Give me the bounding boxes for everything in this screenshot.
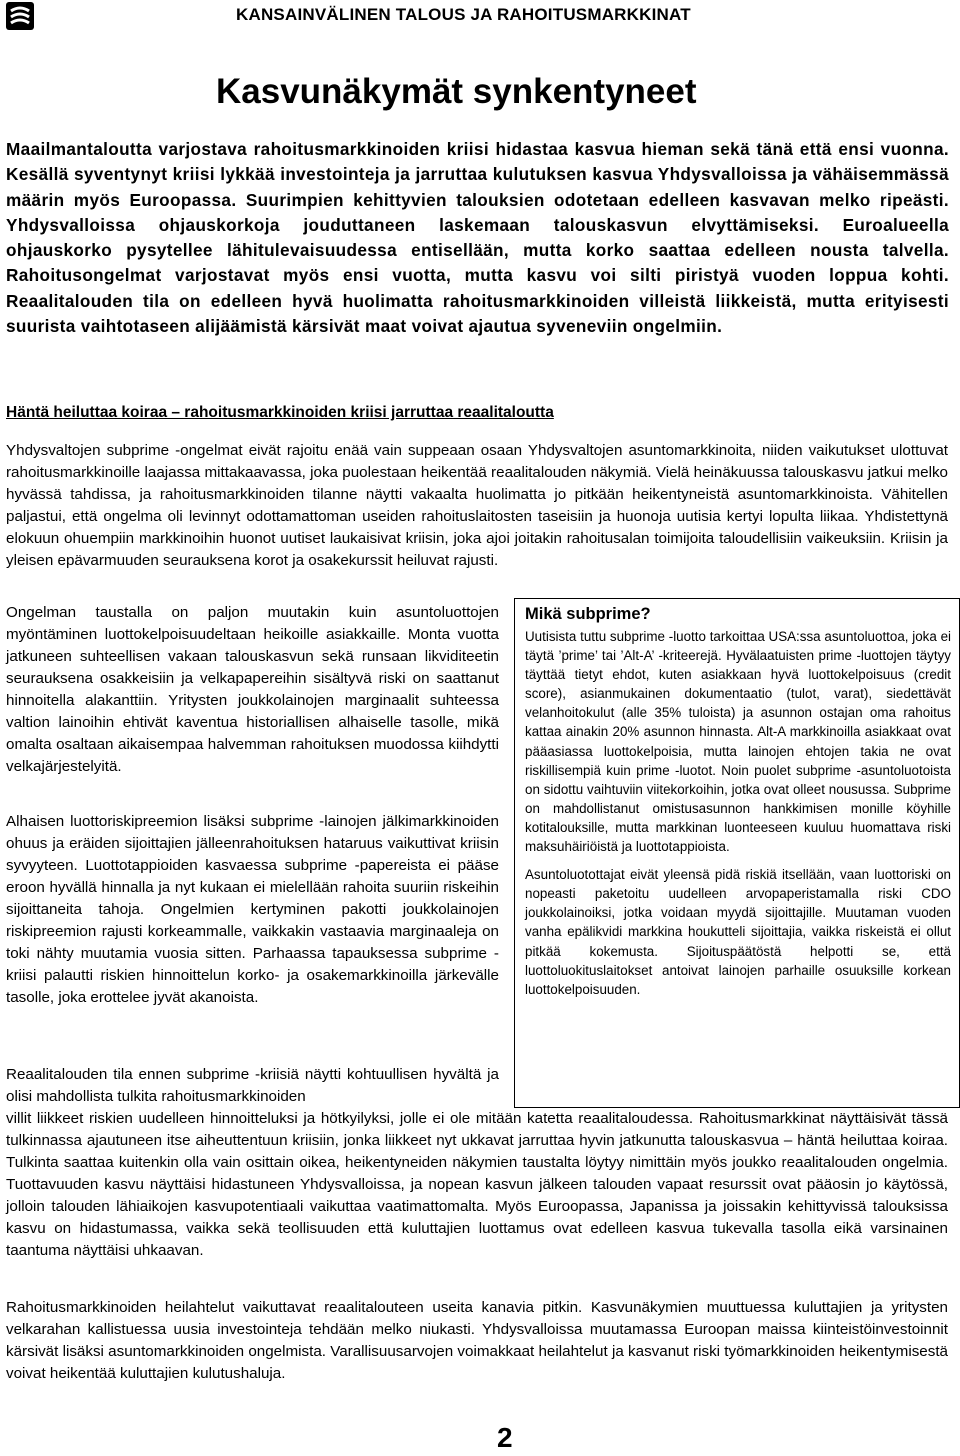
- abstract: Maailmantaloutta varjostava rahoitusmarkkinoiden kriisi hidastaa kasvua hieman sekä tänä että ensi vuonna. Kesällä syventynyt kriisi lykkää investointeja ja jarruttaa kulutuksen kasvua Yhdysvalloissa ja vähäisemmässä määrin myös Euroopassa. Suurimpien kehittyvien talouksien odotetaan edelleen kasvavan melko ripeästi. Yhdysvalloissa ohjauskorkoja jouduttaneen laskemaan talouskasvun elvyttämiseksi. Euroalueella ohjauskorko pysytellee lähitulevaisuudessa entisellään, mutta korko saattaa edelleen nousta talvella. Rahoitusongelmat varjostavat myös ensi vuotta, mutta kasvu voi silti piristyä vuoden loppua kohti. Reaalitalouden tila on edelleen hyvä huolimatta rahoitusmarkkinoiden villeistä liikkeistä, mutta erityisesti suurista vaihtotaseen alijäämistä kärsivät maat voivat ajautua syveneviin ongelmiin.: [6, 139, 949, 337]
- bank-of-finland-logo-icon: [6, 2, 34, 30]
- article-title: Kasvunäkymät synkentyneet: [216, 72, 697, 111]
- info-box-paragraph-2: Asuntoluotottajat eivät yleensä pidä riskiä itsellään, vaan luottoriski on nopeasti paketoitu uudelleen arvopaperistamalla riski CDO joukkolainoiksi, jotka voidaan myydä sijoittajille. Muutaman vuoden vanha epälikvidi markkina houkutteli sijoittajia, vaikka riskeistä ei ollut pitkää kokemusta. Sijoituspäätöstä helpotti se, että luottoluokituslaitokset antoivat lainojen parhaille osuuksille korkean luottokelpoisuuden.: [525, 867, 951, 997]
- body-paragraph-2: Ongelman taustalla on paljon muutakin kuin asuntoluottojen myöntäminen luottokelpoisuudeltaan heikoille asiakkaille. Monta vuotta jatkuneen suhteellisen vakaan talouskasvun sekä runsaan likviditeetin seurauksena osakkeisiin ja velkapapereihin sisältyvä riski on saattanut hinnoitella alakanttiin. Yritysten joukkolainojen marginaalit suhteessa valtion lainoihin ehtivät kaventua historiallisen alhaiselle tasolle, mikä omalta osaltaan aikaisempaa halvemman rahoituksen muodossa kiihdytti velkajärjestelyitä.: [6, 604, 499, 775]
- body-paragraph-3: Alhaisen luottoriskipreemion lisäksi subprime -lainojen jälkimarkkinoiden ohuus ja eräiden sijoittajien jälleenrahoituksen hataruus vaikuttivat kriisin syvyyteen. Luottotappioiden kasvaessa subprime -papereista ei pääse eroon hyvällä hinnalla ja nyt kukaan ei mielellään rahoita suuriin riskeihin sijoittaneita tahoja. Ongelmien kertyminen pakotti joukkolainojen riskipreemion rajusti korkeammalle, vaikkakin vastaavia marginaaleja on toki nähty muutamia vuosia sitten. Parhaassa tapauksessa subprime -kriisi palautti riskien hinnoittelun korko- ja osakemarkkinoilla järkevälle tasolle, joka erottelee jyvät akanoista.: [6, 813, 499, 1006]
- body-paragraph-1: Yhdysvaltojen subprime -ongelmat eivät rajoitu enää vain suppeaan osaan Yhdysvaltojen asuntomarkkinoita, niiden vaikutukset ulottuvat rahoitusmarkkinoille laajassa mittakaavassa, joka puolestaan heikentää reaalitalouden näkymiä. Vielä heinäkuussa talouskasvu jatkui melko hyvässä tahdissa, ja rahoitusmarkkinoiden tilanne näytti vakaalta huolimatta jo pitkään heikentyneistä asuntomarkkinoista. Vähitellen paljastui, että ongelma oli levinnyt odottamattoman useiden rahoituslaitosten taseisiin ja huonoja uutisia kertyi lopulta liikaa. Yhdistettynä elokuun ohuempiin markkinoihin huonot uutiset laukaisivat kriisin, joka ajoi joitakin rahoitusalan toimijoita taloudellisiin vaikeuksiin. Kriisin ja yleisen epävarmuuden seurauksena korot ja osakekurssit heiluvat rajusti.: [6, 442, 948, 569]
- body-paragraph-5: Rahoitusmarkkinoiden heilahtelut vaikuttavat reaalitalouteen useita kanavia pitkin. Kasvunäkymien muuttuessa kuluttajien ja yritysten velkarahan kallistuessa uusia investointeja tehdään melko niukasti. Yhdysvalloissa muutamassa Euroopan maissa kiinteistöinvestoinnit kärsivät lisäksi asuntomarkkinoiden ongelmista. Varallisuusarvojen voimakkaat heilahtelut ja kasvanut riski työmarkkinoiden heikentymisestä voivat heikentää kuluttajien kulutushaluja.: [6, 1299, 948, 1382]
- page-number: 2: [497, 1422, 513, 1453]
- running-header: KANSAINVÄLINEN TALOUS JA RAHOITUSMARKKINAT: [236, 5, 691, 24]
- info-box-title: Mikä subprime?: [525, 605, 651, 623]
- section-heading: Häntä heiluttaa koiraa – rahoitusmarkkinoiden kriisi jarruttaa reaalitaloutta: [6, 404, 554, 421]
- subprime-info-box: [514, 598, 960, 1108]
- info-box-paragraph-1: Uutisista tuttu subprime -luotto tarkoittaa USA:ssa asuntoluottoa, joka ei täytä ’prime’ tai ’Alt-A’ -kriteerejä. Hyvälaatuisten prime -luottojen täytyy täyttää tietyt ehdot, kuten asiakkaan hyvä luottokelpoisuus (credit score), asianmukainen dokumentaatio (tulot, varat), siedettävät velanhoitokulut (alle 35% tuloista) ja asunnon ostajan oma rahoitus kattaa ainakin 20% asunnon hinnasta. Alt-A markkinoilla asiakkaat ovat pääasiassa luottokelpoisia, mutta lainojen ehtojen takia ne ovat riskillisempiä kuin prime -luotot. Noin puolet subprime -asuntoluotoista on sidottu vaihtuviin viitekorkoihin, jotka ovat olleet nousussa. Subprime on mahdollistanut omistusasunnon hankkimisen monille köyhille kotitalouksille, mutta markkinan luonteeseen kuuluu huomattava riski maksuhäiriöistä ja luottotappioista.: [525, 629, 951, 855]
- body-paragraph-4-lead: Reaalitalouden tila ennen subprime -kriisiä näytti kohtuullisen hyvältä ja olisi mahdollista tulkita rahoitusmarkkinoiden: [6, 1066, 499, 1105]
- body-paragraph-4-rest: villit liikkeet riskien uudelleen hinnoitteluksi ja hötkyilyksi, jolle ei ole mitään katetta reaalitaloudessa. Rahoitusmarkkinat näyttäisivät tässä tulkinnassa ajautuneen itse aiheuttentuun kriisiin, jonka liikkeet nyt ukkavat jarruttaa hyvin jatkunutta talouskasvua – häntä heiluttaa koiraa. Tulkinta saattaa kuitenkin olla vain osittain oikea, heikentyneiden näkymien taustalta löytyy nimittäin myös joukko reaalitalouden ongelmia. Tuottavuuden kasvu näyttäisi hidastuneen Yhdysvalloissa, ja nopean kasvun jälkeen talouden vapaat resurssit ovat pääosin jo käytössä, jolloin talouden lähiaikojen kasvupotentiaali vaikuttaa vaatimattomalta. Myös Euroopassa, Japanissa ja joissakin kehittyvissä talouksissa kasvu on hidastumassa, vaikka sekä teollisuuden että kuluttajien luottamus ovat edelleen kasvua tukevalla tasolla eikä varsinainen taantuma näyttäisi uhkaavan.: [6, 1110, 948, 1259]
